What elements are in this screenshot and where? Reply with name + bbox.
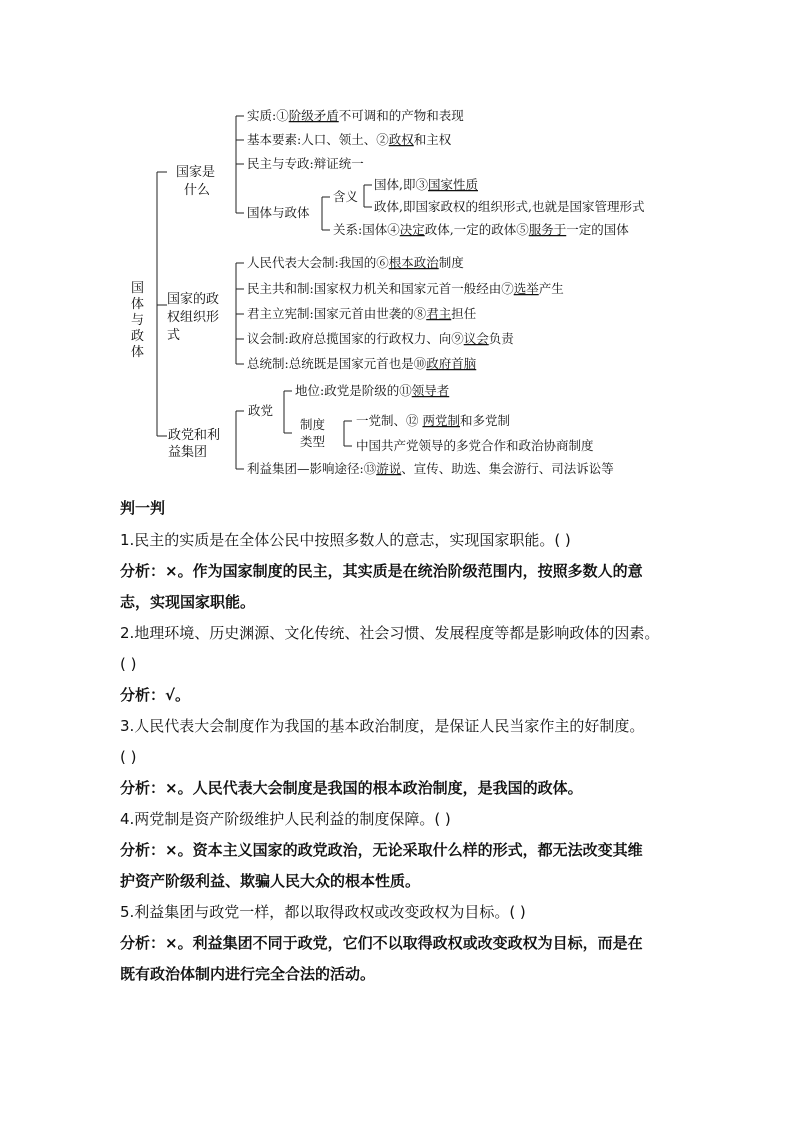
judge-line: 分析：×。资本主义国家的政党政治，无论采取什么样的形式，都无法改变其维 — [120, 841, 643, 859]
judge-line: 护资产阶级利益、欺骗人民大众的根本性质。 — [120, 872, 421, 890]
tree-item — [247, 132, 452, 147]
text-segment: 关系:国体④ — [333, 222, 400, 237]
text-segment: 产生 — [538, 281, 564, 296]
tree-item — [247, 156, 364, 171]
branch-label-regime — [167, 292, 223, 343]
branch-label-line: 式 — [167, 328, 181, 343]
tree-item — [356, 438, 594, 453]
root-char: 与 — [131, 313, 145, 328]
text-segment: 人民代表大会制:我国的⑥ — [247, 255, 389, 270]
judge-line: 志，实现国家职能。 — [120, 593, 256, 611]
text-segment: 基本要素:人口、领土、② — [247, 132, 389, 147]
tree-item — [247, 255, 464, 270]
filled-blank: 议会 — [463, 331, 489, 346]
tree-item — [374, 177, 478, 192]
judge-line: ( ) — [120, 748, 137, 766]
text-segment: 利益集团—影响途径:⑬ — [247, 461, 377, 476]
text-segment: 民主与专政:辩证统一 — [247, 156, 364, 171]
branch-label-party — [168, 427, 224, 460]
judge-line: 1.民主的实质是在全体公民中按照多数人的意志，实现国家职能。( ) — [120, 531, 571, 549]
tree-item — [247, 461, 614, 476]
text-segment: 负责 — [488, 331, 514, 346]
branch-label-line: 什么 — [184, 183, 211, 198]
text-segment: 一党制、⑫ — [356, 413, 423, 428]
sub-node-label — [300, 417, 329, 449]
sub-node-label: 政党 — [248, 403, 274, 418]
tree-item — [247, 356, 477, 371]
text-segment: 总统制:总统既是国家元首也是⑩ — [247, 356, 427, 371]
filled-blank: 决定 — [399, 222, 425, 237]
branch-label-line: 国家的政 — [167, 292, 220, 307]
text-segment: 中国共产党领导的多党合作和政治协商制度 — [356, 438, 594, 453]
root-char: 国 — [131, 281, 145, 296]
filled-blank: 根本政治 — [388, 255, 439, 270]
text-segment: 和多党制 — [460, 413, 511, 428]
filled-blank: 国家性质 — [427, 177, 478, 192]
branch-label-line: 政党和利 — [168, 428, 221, 443]
sub-node-label-line: 类型 — [300, 434, 326, 449]
branch-label-line: 益集团 — [168, 445, 208, 460]
text-segment: 政体,即国家政权的组织形式,也就是国家管理形式 — [374, 199, 645, 214]
filled-blank: 君主 — [426, 306, 452, 321]
judge-line: 分析：×。利益集团不同于政党，它们不以取得政权或改变政权为目标，而是在 — [120, 934, 643, 952]
tree-item — [333, 222, 629, 237]
filled-blank: 政权 — [388, 132, 414, 147]
judge-line: 3.人民代表大会制度作为我国的基本政治制度，是保证人民当家作主的好制度。 — [120, 717, 645, 735]
root-char: 体 — [131, 345, 145, 360]
text-segment: 国体,即③ — [374, 177, 428, 192]
filled-blank: 领导者 — [411, 383, 450, 398]
sub-node-label: 国体与政体 — [247, 205, 310, 220]
judge-line: 5.利益集团与政党一样，都以取得政权或改变政权为目标。( ) — [120, 903, 526, 921]
root-char: 政 — [131, 329, 145, 344]
tree-item — [356, 413, 510, 428]
text-segment: 制度 — [438, 255, 464, 270]
tree-item — [247, 281, 564, 296]
text-segment: 议会制:政府总揽国家的行政权力、向⑨ — [247, 331, 464, 346]
root-char: 体 — [131, 297, 145, 312]
judge-line: 分析：√。 — [120, 686, 191, 704]
text-segment: 地位:政党是阶级的⑪ — [295, 383, 412, 398]
sub-node-label: 含义 — [333, 189, 359, 204]
judge-line: 既有政治体制内进行完全合法的活动。 — [120, 965, 376, 983]
text-segment: 君主立宪制:国家元首由世袭的⑧ — [247, 306, 427, 321]
root-label — [131, 281, 148, 360]
text-segment: 担任 — [451, 306, 477, 321]
section-heading: 判一判 — [120, 499, 166, 517]
tree-item — [374, 199, 644, 214]
branch-label-line: 权组织形 — [167, 310, 220, 325]
text-segment: 政体,一定的政体⑤ — [424, 222, 529, 237]
filled-blank: 阶级矛盾 — [288, 108, 339, 123]
branch-label-state — [176, 165, 219, 198]
text-segment: 、宣传、助选、集会游行、司法诉讼等 — [401, 461, 614, 476]
text-segment: 民主共和制:国家权力机关和国家元首一般经由⑦ — [247, 281, 514, 296]
text-segment: 不可调和的产物和表现 — [338, 108, 464, 123]
text-segment: 一定的国体 — [566, 222, 629, 237]
filled-blank: 政府首脑 — [426, 356, 477, 371]
filled-blank: 两党制 — [422, 413, 460, 428]
judge-line: 4.两党制是资产阶级维护人民利益的制度保障。( ) — [120, 810, 451, 828]
concept-map — [0, 0, 794, 490]
text-segment: 和主权 — [413, 132, 452, 147]
judge-line: 分析：×。作为国家制度的民主，其实质是在统治阶级范围内，按照多数人的意 — [120, 562, 643, 580]
judge-line: ( ) — [120, 655, 137, 673]
filled-blank: 选举 — [513, 281, 539, 296]
tree-item — [247, 108, 464, 123]
tree-item — [295, 383, 449, 398]
filled-blank: 游说 — [376, 461, 402, 476]
tree-item — [247, 306, 477, 321]
judge-line: 分析：×。人民代表大会制度是我国的根本政治制度，是我国的政体。 — [120, 779, 583, 797]
sub-node-label-line: 制度 — [300, 417, 326, 432]
tree-item — [247, 331, 515, 346]
text-segment: 实质:① — [247, 108, 289, 123]
judge-line: 2.地理环境、历史渊源、文化传统、社会习惯、发展程度等都是影响政体的因素。 — [120, 624, 660, 642]
branch-label-line: 国家是 — [176, 165, 216, 180]
filled-blank: 服务于 — [528, 222, 567, 237]
